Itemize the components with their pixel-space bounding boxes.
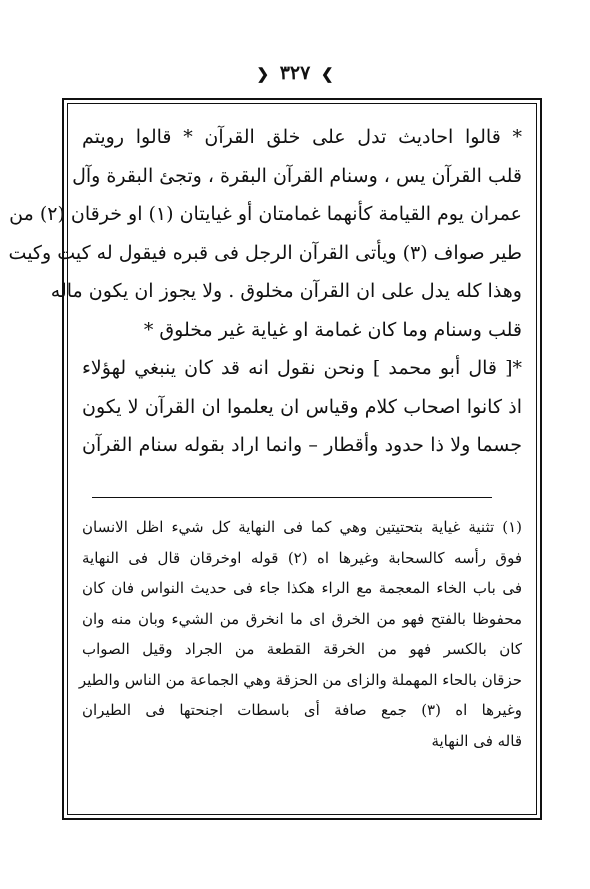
footnote-line: فى باب الخاء المعجمة مع الراء هكذا جاء فى حديث النواس فان كان [82, 579, 522, 597]
text-line: قلب القرآن يس ، وسنام القرآن البقرة ، وتجئ البقرة وآل [72, 164, 522, 187]
footnotes [78, 512, 522, 756]
page-number [0, 62, 590, 84]
footnote-line: وغيرها اه (٣) جمع صافة أى باسطات اجنحتها فى الطيران [82, 701, 522, 719]
footnote-line: محفوظا بالفتح فهو من الخرق اى ما انخرق من الشيء وبان منه وان [82, 609, 522, 628]
text-line: *[ قال أبو محمد ] ونحن نقول انه قد كان ينبغي لهؤلاء [82, 357, 522, 379]
footnote-divider [92, 497, 492, 498]
footnote-line: حزقان بالحاء المهملة والزاى من الحزقة وهي الجماعة من الناس والطير [78, 670, 522, 689]
text-line: عمران يوم القيامة كأنهما غمامتان أو غيايتان (١) او خرقان (٢) من [9, 203, 522, 225]
page-number-value: ٣٢٧ [279, 62, 311, 84]
text-line: جسما ولا ذا حدود وأقطار – وانما اراد بقوله سنام القرآن [82, 434, 522, 456]
main-text [8, 118, 522, 465]
ornament-left-icon: ❮ [256, 65, 270, 83]
text-line: طير صواف (٣) ويأتى القرآن الرجل فى قبره فيقول له كيت وكيت [8, 241, 522, 264]
footnote-line: (١) تثنية غياية بتحتيتين وهي كما فى النهاية كل شيء اظل الانسان [82, 518, 522, 536]
text-line: قلب وسنام وما كان غمامة او غياية غير مخلوق * [143, 318, 522, 341]
text-line: اذ كانوا اصحاب كلام وقياس ان يعلموا ان القرآن لا يكون [82, 395, 522, 418]
text-line: وهذا كله يدل على ان القرآن مخلوق . ولا يجوز ان يكون ماله [50, 280, 522, 302]
ornament-right-icon: ❯ [320, 65, 334, 83]
footnote-line: قاله فى النهاية [431, 731, 522, 750]
footnote-line: فوق رأسه كالسحابة وغيرها اه (٢) قوله اوخرقان قال فى النهاية [82, 548, 522, 567]
footnote-line: كان بالكسر فهو من الخرقة القطعة من الجراد وقيل الصواب [82, 640, 522, 658]
text-line: * قالوا احاديث تدل على خلق القرآن * قالوا رويتم [82, 126, 522, 148]
